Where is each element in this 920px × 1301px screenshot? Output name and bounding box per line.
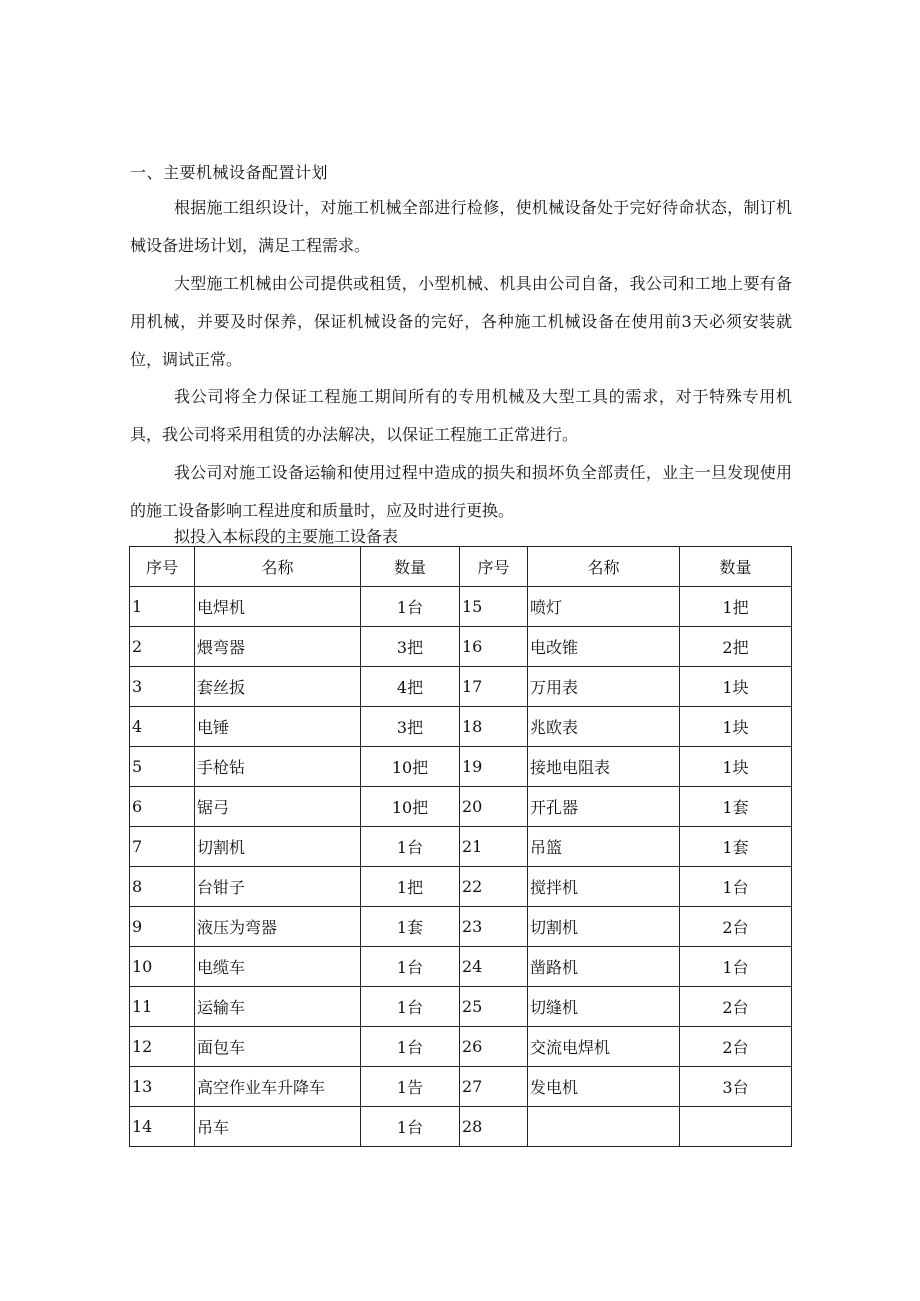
cell-quantity: 2把 — [680, 627, 792, 667]
cell-index: 14 — [130, 1107, 195, 1147]
cell-name: 喷灯 — [528, 587, 680, 627]
cell-name: 发电机 — [528, 1067, 680, 1107]
cell-name: 电缆车 — [195, 947, 361, 987]
cell-quantity: 1台 — [361, 1107, 460, 1147]
cell-index: 22 — [460, 867, 528, 907]
paragraph-4: 我公司对施工设备运输和使用过程中造成的损失和损坏负全部责任，业主一旦发现使用的施工设备影响工程进度和质量时，应及时进行更换。 — [130, 463, 792, 520]
cell-quantity: 2台 — [680, 1027, 792, 1067]
table-row — [130, 1067, 792, 1107]
cell-index: 2 — [130, 627, 195, 667]
paragraph-3: 我公司将全力保证工程施工期间所有的专用机械及大型工具的需求，对于特殊专用机具，我公司将采用租赁的办法解决，以保证工程施工正常进行。 — [130, 387, 792, 444]
cell-name: 切缝机 — [528, 987, 680, 1027]
cell-name: 吊篮 — [528, 827, 680, 867]
cell-index: 25 — [460, 987, 528, 1027]
header-name: 名称 — [195, 547, 361, 587]
cell-quantity: 10把 — [361, 747, 460, 787]
cell-quantity: 1台 — [361, 587, 460, 627]
cell-name: 台钳子 — [195, 867, 361, 907]
table-row — [130, 667, 792, 707]
cell-index: 13 — [130, 1067, 195, 1107]
cell-quantity: 1告 — [361, 1067, 460, 1107]
cell-name: 电改锥 — [528, 627, 680, 667]
cell-quantity: 1块 — [680, 667, 792, 707]
cell-index: 15 — [460, 587, 528, 627]
cell-name: 凿路机 — [528, 947, 680, 987]
header-index: 序号 — [460, 547, 528, 587]
table-row — [130, 627, 792, 667]
table-row — [130, 1027, 792, 1067]
cell-name: 切割机 — [195, 827, 361, 867]
cell-quantity — [680, 1107, 792, 1147]
cell-name: 开孔器 — [528, 787, 680, 827]
cell-name: 兆欧表 — [528, 707, 680, 747]
header-quantity: 数量 — [361, 547, 460, 587]
cell-name: 高空作业车升降车 — [195, 1067, 361, 1107]
cell-quantity: 1块 — [680, 707, 792, 747]
cell-quantity: 4把 — [361, 667, 460, 707]
header-index: 序号 — [130, 547, 195, 587]
table-row — [130, 587, 792, 627]
paragraph-2: 大型施工机械由公司提供或租赁，小型机械、机具由公司自备，我公司和工地上要有备用机械，并要及时保养，保证机械设备的完好，各种施工机械设备在使用前3天必须安装就位，调试正常。 — [130, 274, 792, 369]
cell-index: 11 — [130, 987, 195, 1027]
cell-quantity: 1台 — [361, 827, 460, 867]
cell-quantity: 3把 — [361, 627, 460, 667]
cell-name: 运输车 — [195, 987, 361, 1027]
table-body — [130, 587, 792, 1147]
table-row — [130, 827, 792, 867]
cell-index: 10 — [130, 947, 195, 987]
cell-index: 9 — [130, 907, 195, 947]
cell-quantity: 10把 — [361, 787, 460, 827]
cell-index: 12 — [130, 1027, 195, 1067]
equipment-table — [129, 546, 792, 1147]
cell-index: 28 — [460, 1107, 528, 1147]
cell-index: 4 — [130, 707, 195, 747]
cell-index: 17 — [460, 667, 528, 707]
cell-name: 液压为弯器 — [195, 907, 361, 947]
table-row — [130, 787, 792, 827]
cell-quantity: 1台 — [361, 947, 460, 987]
header-name: 名称 — [528, 547, 680, 587]
cell-name: 切割机 — [528, 907, 680, 947]
cell-index: 18 — [460, 707, 528, 747]
table-row — [130, 907, 792, 947]
cell-index: 24 — [460, 947, 528, 987]
table-row — [130, 1107, 792, 1147]
cell-index: 21 — [460, 827, 528, 867]
cell-name: 接地电阻表 — [528, 747, 680, 787]
cell-name: 搅拌机 — [528, 867, 680, 907]
cell-index: 20 — [460, 787, 528, 827]
cell-name — [528, 1107, 680, 1147]
table-row — [130, 987, 792, 1027]
cell-index: 26 — [460, 1027, 528, 1067]
cell-quantity: 3把 — [361, 707, 460, 747]
table-header-row — [130, 547, 792, 587]
cell-name: 电锤 — [195, 707, 361, 747]
table-row — [130, 867, 792, 907]
cell-index: 5 — [130, 747, 195, 787]
table-row — [130, 707, 792, 747]
cell-index: 3 — [130, 667, 195, 707]
cell-name: 手枪钻 — [195, 747, 361, 787]
cell-name: 吊车 — [195, 1107, 361, 1147]
section-heading: 一、主要机械设备配置计划 — [130, 163, 329, 182]
cell-index: 23 — [460, 907, 528, 947]
cell-name: 电焊机 — [195, 587, 361, 627]
cell-quantity: 1台 — [361, 987, 460, 1027]
header-quantity: 数量 — [680, 547, 792, 587]
cell-quantity: 1台 — [361, 1027, 460, 1067]
cell-name: 煨弯器 — [195, 627, 361, 667]
paragraph-1: 根据施工组织设计，对施工机械全部进行检修，使机械设备处于完好待命状态，制订机械设备进场计划，满足工程需求。 — [130, 198, 792, 255]
cell-name: 锯弓 — [195, 787, 361, 827]
cell-name: 面包车 — [195, 1027, 361, 1067]
cell-quantity: 1台 — [680, 947, 792, 987]
cell-quantity: 1块 — [680, 747, 792, 787]
cell-quantity: 1把 — [680, 587, 792, 627]
table-row — [130, 947, 792, 987]
cell-index: 1 — [130, 587, 195, 627]
cell-index: 7 — [130, 827, 195, 867]
cell-quantity: 1套 — [680, 787, 792, 827]
cell-index: 27 — [460, 1067, 528, 1107]
table-caption: 拟投入本标段的主要施工设备表 — [174, 527, 399, 546]
table-row — [130, 747, 792, 787]
cell-index: 19 — [460, 747, 528, 787]
cell-quantity: 2台 — [680, 907, 792, 947]
cell-quantity: 3台 — [680, 1067, 792, 1107]
cell-name: 套丝扳 — [195, 667, 361, 707]
cell-quantity: 1套 — [361, 907, 460, 947]
cell-quantity: 1套 — [680, 827, 792, 867]
cell-index: 16 — [460, 627, 528, 667]
cell-index: 8 — [130, 867, 195, 907]
cell-name: 交流电焊机 — [528, 1027, 680, 1067]
cell-name: 万用表 — [528, 667, 680, 707]
cell-quantity: 1台 — [680, 867, 792, 907]
cell-index: 6 — [130, 787, 195, 827]
cell-quantity: 1把 — [361, 867, 460, 907]
cell-quantity: 2台 — [680, 987, 792, 1027]
